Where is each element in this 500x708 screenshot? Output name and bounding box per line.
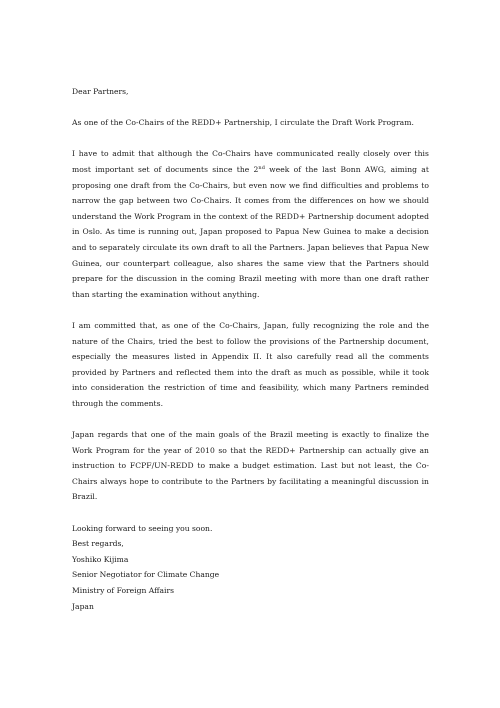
ordinal-suffix: nd (258, 164, 265, 171)
signer-name: Yoshiko Kijima (72, 554, 129, 564)
paragraph-cochairs-part1: I have to admit that although the Co-Chairs have communicated really closely over this most important set of documents since the 2 (72, 149, 429, 174)
paragraph-commitment: I am committed that, as one of the Co-Chairs, Japan, fully recognizing the role and the nature of the Chairs, tried the best to follow the provisions of the Partnership document, especially the measures listed in Appendix II. It also carefully read all the comments provided by Partners and reflected them into the draft as much as possible, while it took into consideration the restriction of time and feasibility, which many Partners reminded through the comments. (72, 320, 429, 408)
paragraph-cochairs (72, 146, 429, 302)
closing-block (72, 521, 429, 615)
signer-ministry: Ministry of Foreign Affairs (72, 586, 174, 595)
letter-body (72, 84, 429, 614)
paragraph-intro: As one of the Co-Chairs of the REDD+ Partnership, I circulate the Draft Work Program. (72, 118, 414, 128)
salutation: Dear Partners, (72, 87, 129, 96)
sign-off: Best regards, (72, 539, 124, 549)
signer-title: Senior Negotiator for Climate Change (72, 570, 220, 580)
paragraph-brazil-meeting: Japan regards that one of the main goals of the Brazil meeting is exactly to finalize the Work Program for the year of 2010 so that the REDD+ Partnership can actually give an instruction to FCPF/UN-REDD to make a budget estimation. Last but not least, the Co-Chairs always hope to contribute to the Partners by facilitating a meaningful discussion in Brazil. (72, 430, 429, 502)
paragraph-cochairs-part2: week of the last Bonn AWG, aiming at proposing one draft from the Co-Chairs, but even now we find difficulties and problems to narrow the gap between two Co-Chairs. It comes from the differences on how we should understand the Work Program in the context of the REDD+ Partnership document adopted in Oslo. As time is running out, Japan proposed to Papua New Guinea to make a decision and to separately circulate its own draft to all the Partners. Japan believes that Papua New Guinea, our counterpart colleague, also shares the same view that the Partners should prepare for the discussion in the coming Brazil meeting with more than one draft rather than starting the examination without anything. (72, 164, 429, 299)
signer-country: Japan (72, 601, 94, 611)
closing-line: Looking forward to seeing you soon. (72, 523, 213, 533)
